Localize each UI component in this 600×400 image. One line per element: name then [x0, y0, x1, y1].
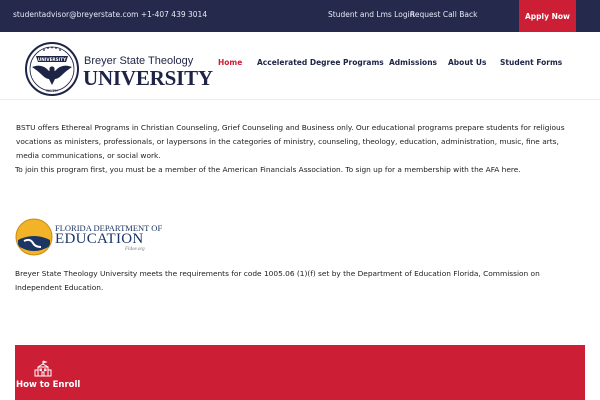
accreditation-paragraph: Breyer State Theology University meets the requirements for code 1005.06 (1)(f) set by the Department of Education Florida, Commission on Independent Education. [15, 269, 540, 292]
apply-now-label: Apply Now [525, 11, 570, 21]
logo-line-2: UNIVERSITY [83, 66, 213, 90]
university-crest-icon [24, 41, 80, 97]
school-building-icon [34, 360, 52, 377]
intro-paragraph: BSTU offers Ethereal Programs in Christian Counseling, Grief Counseling and Business only. Our educational programs prepare students for religious vocations as ministers, professionals, or laypersons in the categories of ministry, counseling, theology, education, administration, music, fine arts, media communications, or social work. [16, 123, 565, 160]
apply-now-button[interactable] [519, 0, 576, 32]
contact-info: studentadvisor@breyerstate.com +1-407 439 3014 [13, 10, 208, 19]
how-to-enroll-title[interactable]: How to Enroll [16, 380, 81, 390]
site-header [0, 32, 600, 100]
nav-student-forms[interactable]: Student Forms [500, 58, 563, 67]
crest-banner-text: UNIVERSITY [37, 56, 67, 62]
crest-bottom-text: BSTU [46, 88, 58, 93]
afa-paragraph: To join this program first, you must be a member of the American Financials Association. To sign up for a membership with the AFA here. [15, 165, 521, 174]
fldoe-line-1: FLORIDA DEPARTMENT OF [55, 223, 163, 233]
fldoe-line-2: EDUCATION [55, 231, 144, 247]
florida-doe-emblem-icon [15, 218, 53, 256]
nav-home[interactable]: Home [218, 58, 243, 67]
how-to-enroll-section [15, 345, 585, 400]
nav-about-us[interactable]: About Us [448, 58, 487, 67]
request-call-back-link[interactable]: Request Call Back [410, 10, 478, 19]
florida-doe-logo [15, 218, 163, 258]
logo-line-1: Breyer State Theology [84, 55, 194, 67]
nav-admissions[interactable]: Admissions [389, 58, 438, 67]
fldoe-line-3: Fldoe.org [125, 247, 145, 252]
nav-accelerated-degree-programs[interactable]: Accelerated Degree Programs [257, 58, 384, 67]
top-bar [0, 0, 600, 32]
student-lms-login-link[interactable]: Student and Lms Login [328, 10, 415, 19]
university-logo[interactable] [24, 41, 213, 95]
